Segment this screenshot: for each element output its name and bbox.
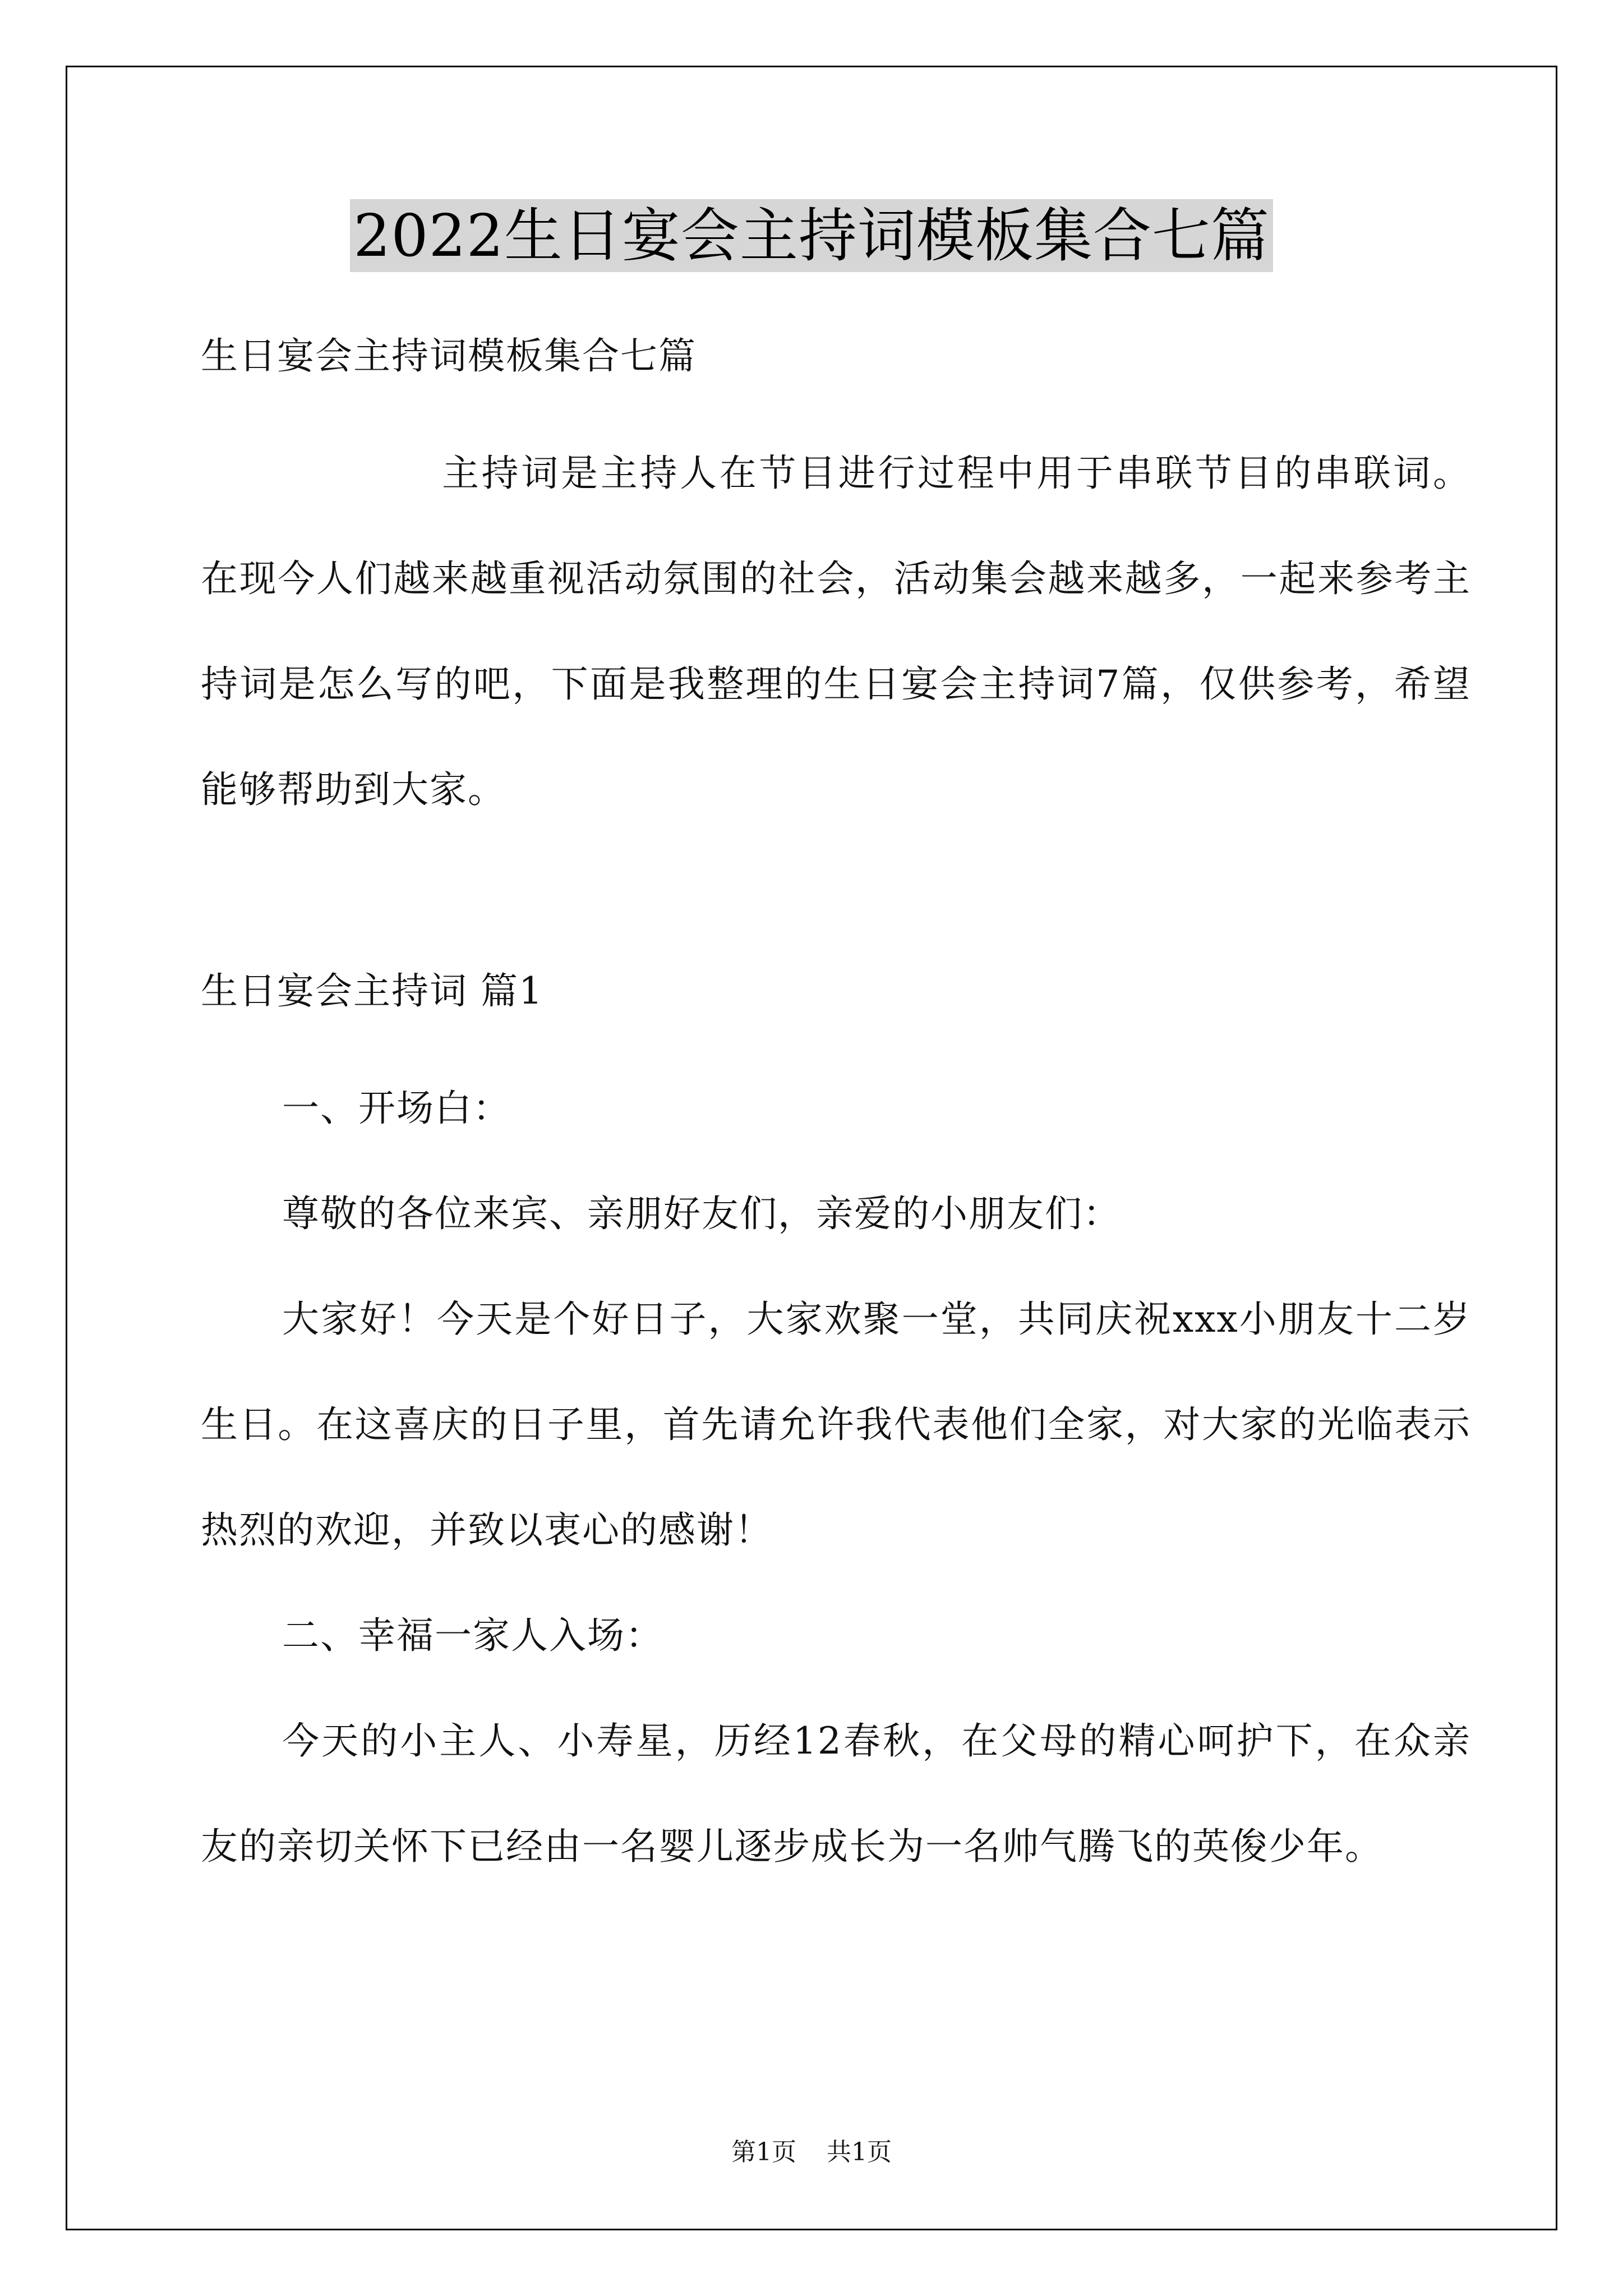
document-subtitle: 生日宴会主持词模板集合七篇	[201, 334, 697, 378]
body-paragraph: 二、幸福一家人入场：	[282, 1614, 663, 1657]
intro-paragraph: 主持词是主持人在节目进行过程中用于串联节目的串联词。在现今人们越来越重视活动氛围的社会，活动集会越来越多，一起来参考主持词是怎么写的吧，下面是我整理的生日宴会主持词7篇，仅供参考，希望能够帮助到大家。	[201, 452, 1471, 811]
body-paragraph: 大家好！今天是个好日子，大家欢聚一堂，共同庆祝xxx小朋友十二岁生日。在这喜庆的日子里，首先请允许我代表他们全家，对大家的光临表示热烈的欢迎，并致以衷心的感谢！	[201, 1297, 1471, 1552]
document-body	[201, 314, 1471, 1899]
title-container	[0, 199, 1623, 272]
document-title: 2022生日宴会主持词模板集合七篇	[350, 199, 1273, 272]
body-paragraph: 今天的小主人、小寿星，历经12春秋，在父母的精心呵护下，在众亲友的亲切关怀下已经由一名婴儿逐步成长为一名帅气腾飞的英俊少年。	[201, 1719, 1471, 1868]
page-number: 第1页	[731, 2138, 796, 2166]
body-paragraph: 一、开场白：	[282, 1087, 511, 1130]
page-total: 共1页	[827, 2138, 892, 2166]
body-paragraph: 尊敬的各位来宾、亲朋好友们，亲爱的小朋友们：	[282, 1192, 1121, 1235]
section-spacer	[201, 843, 1471, 949]
section-heading: 生日宴会主持词 篇1	[201, 969, 543, 1013]
page-footer	[0, 2132, 1623, 2168]
